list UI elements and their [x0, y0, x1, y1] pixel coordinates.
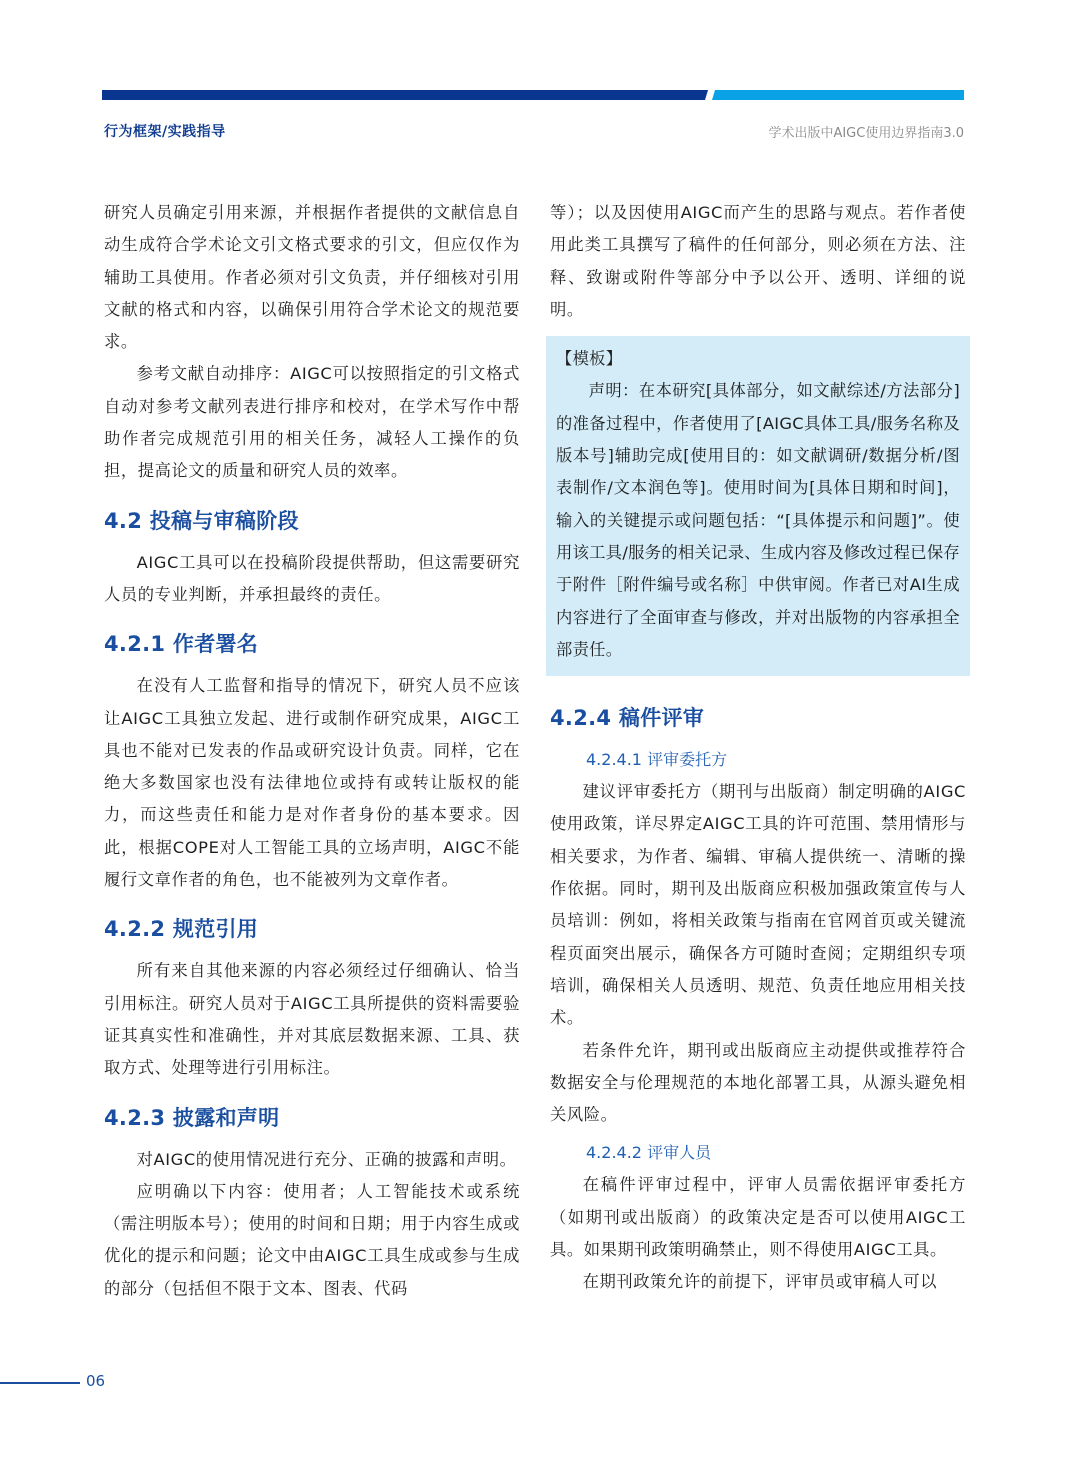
paragraph: 研究人员确定引用来源，并根据作者提供的文献信息自动生成符合学术论文引文格式要求的引文，但应仅作为辅助工具使用。作者必须对引文负责，并仔细核对引用文献的格式和内容，以确保引用符合学术论文的规范要求。: [104, 203, 520, 352]
left-column: [104, 197, 520, 1305]
subsection-heading-4-2-4-1: 4.2.4.1 评审委托方: [586, 750, 728, 770]
header-bar-light: [712, 90, 964, 100]
paragraph: AIGC工具可以在投稿阶段提供帮助，但这需要研究人员的专业判断，并承担最终的责任。: [104, 552, 520, 604]
section-heading-4-2-4: 4.2.4 稿件评审: [550, 706, 705, 731]
footer-rule: [0, 1382, 80, 1384]
section-heading-4-2-2: 4.2.2 规范引用: [104, 917, 259, 942]
paragraph: 在没有人工监督和指导的情况下，研究人员不应该让AIGC工具独立发起、进行或制作研究成果，AIGC工具也不能对已发表的作品或研究设计负责。同样，它在绝大多数国家也没有法律地位或持有或转让版权的能力，而这些责任和能力是对作者身份的基本要求。因此，根据COPE对人工智能工具的立场声明，AIGC不能履行文章作者的角色，也不能被列为文章作者。: [104, 676, 520, 890]
paragraph: 在稿件评审过程中，评审人员需依据评审委托方（如期刊或出版商）的政策决定是否可以使用AIGC工具。如果期刊政策明确禁止，则不得使用AIGC工具。: [550, 1175, 966, 1260]
paragraph: 等）；以及因使用AIGC而产生的思路与观点。若作者使用此类工具撰写了稿件的任何部分，则必须在方法、注释、致谢或附件等部分中予以公开、透明、详细的说明。: [550, 203, 966, 319]
paragraph: 所有来自其他来源的内容必须经过仔细确认、恰当引用标注。研究人员对于AIGC工具所提供的资料需要验证其真实性和准确性，并对其底层数据来源、工具、获取方式、处理等进行引用标注。: [104, 961, 520, 1078]
header-color-bar: [102, 90, 964, 100]
paragraph: 在期刊政策允许的前提下，评审员或审稿人可以: [582, 1272, 938, 1292]
template-text: 声明：在本研究[具体部分，如文献综述/方法部分]的准备过程中，作者使用了[AIGC具体工具/服务名称及版本号]辅助完成[使用目的：如文献调研/数据分析/图表制作/文本润色等]。使用时间为[具体日期和时间]，输入的关键提示或问题包括：“[具体提示和问题]”。使用该工具/服务的相关记录、生成内容及修改过程已保存于附件［附件编号或名称］中供审阅。作者已对AI生成内容进行了全面审查与修改，并对出版物的内容承担全部责任。: [556, 381, 960, 659]
paragraph: 参考文献自动排序：AIGC可以按照指定的引文格式自动对参考文献列表进行排序和校对，在学术写作中帮助作者完成规范引用的相关任务，减轻人工操作的负担，提高论文的质量和研究人员的效率。: [104, 364, 520, 481]
section-heading-4-2-3: 4.2.3 披露和声明: [104, 1105, 280, 1130]
paragraph: 建议评审委托方（期刊与出版商）制定明确的AIGC使用政策，详尽界定AIGC工具的许可范围、禁用情形与相关要求，为作者、编辑、审稿人提供统一、清晰的操作依据。同时，期刊及出版商应积极加强政策宣传与人员培训：例如，将相关政策与指南在官网首页或关键流程页面突出展示，确保各方可随时查阅；定期组织专项培训，确保相关人员透明、规范、负责任地应用相关技术。: [550, 782, 966, 1028]
section-header-title: 行为框架/实践指导: [104, 124, 226, 140]
document-title: 学术出版中AIGC使用边界指南3.0: [768, 126, 964, 141]
section-heading-4-2: 4.2 投稿与审稿阶段: [104, 508, 299, 533]
paragraph: 应明确以下内容：使用者；人工智能技术或系统（需注明版本号）；使用的时间和日期；用于内容生成或优化的提示和问题；论文中由AIGC工具生成或参与生成的部分（包括但不限于文本、图表、代码: [104, 1181, 520, 1298]
template-callout-box: [546, 336, 970, 676]
right-column: [550, 197, 966, 1299]
template-label: 【模板】: [556, 349, 623, 369]
subsection-heading-4-2-4-2: 4.2.4.2 评审人员: [586, 1143, 712, 1163]
paragraph: 对AIGC的使用情况进行充分、正确的披露和声明。: [136, 1149, 517, 1169]
section-heading-4-2-1: 4.2.1 作者署名: [104, 632, 259, 657]
header-bar-dark: [102, 90, 708, 100]
page-number: 06: [86, 1372, 106, 1390]
paragraph: 若条件允许，期刊或出版商应主动提供或推荐符合数据安全与伦理规范的本地化部署工具，从源头避免相关风险。: [550, 1040, 966, 1125]
